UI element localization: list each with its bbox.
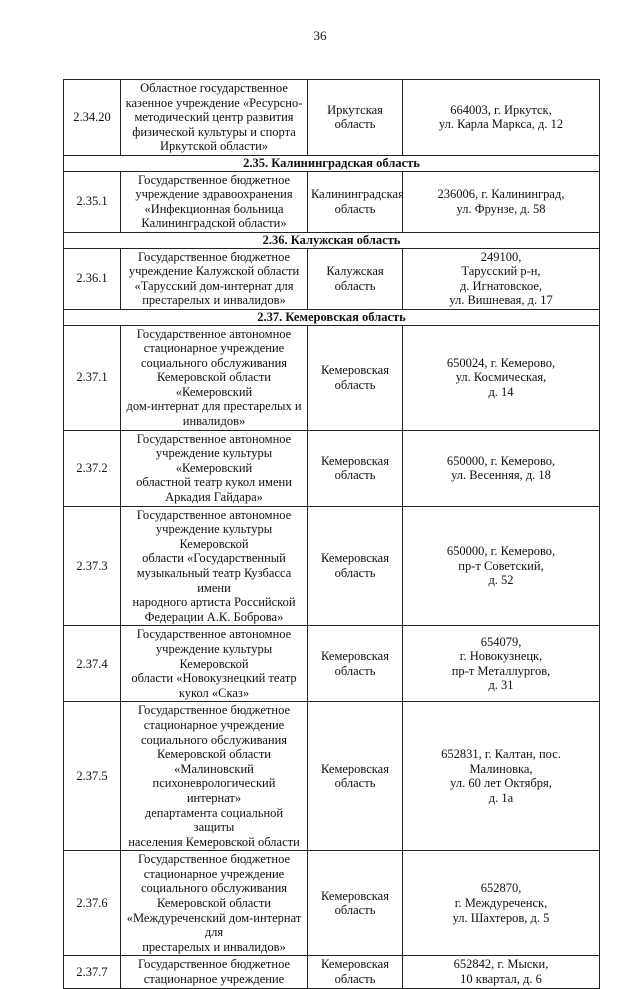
section-title: 2.37. Кемеровская область (64, 309, 600, 325)
institution-address: 664003, г. Иркутск, ул. Карла Маркса, д. 12 (403, 80, 600, 156)
region-name: Кемеровская область (308, 702, 403, 851)
entry-number: 2.36.1 (64, 248, 121, 309)
region-name: Кемеровская область (308, 851, 403, 956)
table-row (64, 626, 600, 702)
institution-name: Государственное бюджетное стационарное учреждение (121, 956, 308, 988)
section-header-row (64, 155, 600, 171)
institutions-table (63, 79, 600, 989)
institution-address: 650024, г. Кемерово, ул. Космическая, д. 14 (403, 325, 600, 430)
institution-name: Государственное автономное учреждение культуры Кемеровской области «Государственный музыкальный театр Кузбасса имени народного артиста Российской Федерации А.К. Боброва» (121, 506, 308, 626)
entry-number: 2.37.1 (64, 325, 121, 430)
table-row (64, 506, 600, 626)
table-row (64, 851, 600, 956)
region-name: Иркутская область (308, 80, 403, 156)
table-row (64, 248, 600, 309)
table-row (64, 325, 600, 430)
section-title: 2.35. Калининградская область (64, 155, 600, 171)
institution-address: 652870, г. Междуреченск, ул. Шахтеров, д. 5 (403, 851, 600, 956)
region-name: Кемеровская область (308, 506, 403, 626)
institution-address: 652842, г. Мыски, 10 квартал, д. 6 (403, 956, 600, 988)
entry-number: 2.37.7 (64, 956, 121, 988)
entry-number: 2.37.6 (64, 851, 121, 956)
region-name: Кемеровская область (308, 430, 403, 506)
region-name: Кемеровская область (308, 956, 403, 988)
table-row (64, 80, 600, 156)
table-row (64, 956, 600, 988)
section-title: 2.36. Калужская область (64, 232, 600, 248)
institution-address: 650000, г. Кемерово, ул. Весенняя, д. 18 (403, 430, 600, 506)
region-name: Калужская область (308, 248, 403, 309)
table-row (64, 702, 600, 851)
institution-address: 652831, г. Калтан, пос. Малиновка, ул. 60 лет Октября, д. 1а (403, 702, 600, 851)
entry-number: 2.37.4 (64, 626, 121, 702)
section-header-row (64, 309, 600, 325)
region-name: Кемеровская область (308, 325, 403, 430)
institution-name: Государственное автономное учреждение культуры «Кемеровский областной театр кукол имени Аркадия Гайдара» (121, 430, 308, 506)
institution-name: Государственное автономное стационарное учреждение социального обслуживания Кемеровской области «Кемеровский дом-интернат для престарелых и инвалидов» (121, 325, 308, 430)
table-body (64, 80, 600, 989)
entry-number: 2.37.3 (64, 506, 121, 626)
table-row (64, 430, 600, 506)
institution-name: Государственное бюджетное стационарное учреждение социального обслуживания Кемеровской области «Малиновский психоневрологический интернат» департамента социальной защиты населения Кемеровской области (121, 702, 308, 851)
institution-name: Государственное автономное учреждение культуры Кемеровской области «Новокузнецкий театр кукол «Сказ» (121, 626, 308, 702)
institution-address: 249100, Тарусский р-н, д. Игнатовское, ул. Вишневая, д. 17 (403, 248, 600, 309)
section-header-row (64, 232, 600, 248)
region-name: Калининградская область (308, 171, 403, 232)
entry-number: 2.34.20 (64, 80, 121, 156)
institution-address: 654079, г. Новокузнецк, пр-т Металлургов, д. 31 (403, 626, 600, 702)
entry-number: 2.35.1 (64, 171, 121, 232)
institution-name: Государственное бюджетное учреждение Калужской области «Тарусский дом-интернат для престарелых и инвалидов» (121, 248, 308, 309)
institution-address: 650000, г. Кемерово, пр-т Советский, д. 52 (403, 506, 600, 626)
entry-number: 2.37.5 (64, 702, 121, 851)
institution-address: 236006, г. Калининград, ул. Фрунзе, д. 58 (403, 171, 600, 232)
institution-name: Государственное бюджетное стационарное учреждение социального обслуживания Кемеровской области «Междуреченский дом-интернат для престарелых и инвалидов» (121, 851, 308, 956)
table-row (64, 171, 600, 232)
page-number: 36 (313, 28, 327, 43)
entry-number: 2.37.2 (64, 430, 121, 506)
institution-name: Государственное бюджетное учреждение здравоохранения «Инфекционная больница Калининградской области» (121, 171, 308, 232)
institution-name: Областное государственное казенное учреждение «Ресурсно- методический центр развития физической культуры и спорта Иркутской области» (121, 80, 308, 156)
region-name: Кемеровская область (308, 626, 403, 702)
